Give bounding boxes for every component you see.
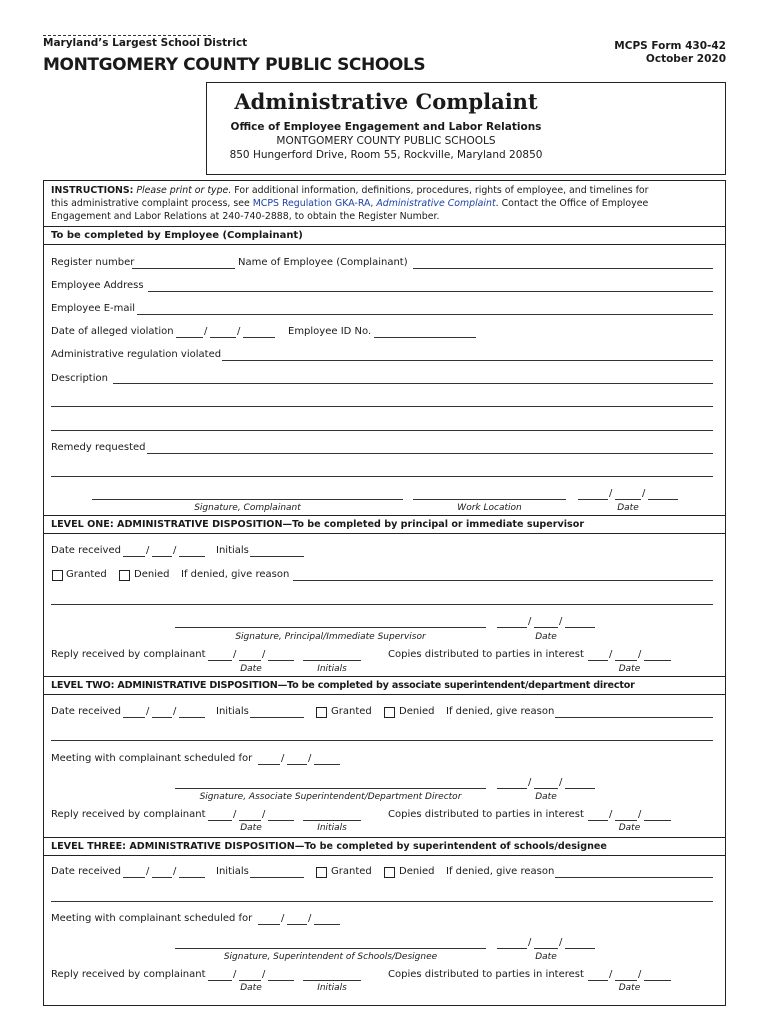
- office-org: MONTGOMERY COUNTY PUBLIC SCHOOLS: [276, 135, 496, 147]
- l2-copies-date-year[interactable]: [644, 820, 671, 821]
- l3-copies-date-year[interactable]: [644, 980, 671, 981]
- l2-meeting-date-year[interactable]: [314, 764, 340, 765]
- date-slash: /: [146, 545, 150, 556]
- l2-initials-field[interactable]: [250, 717, 304, 718]
- l3-granted-label: Granted: [331, 866, 372, 877]
- l2-denied-checkbox[interactable]: [384, 707, 395, 718]
- employee-email-field[interactable]: [137, 314, 713, 315]
- l2-reason-field[interactable]: [51, 740, 713, 741]
- work-location-field[interactable]: [413, 499, 566, 500]
- l1-reason-field[interactable]: [293, 580, 713, 581]
- l3-reply-date-month[interactable]: [208, 980, 232, 981]
- l2-date-caption: Date: [535, 792, 557, 802]
- l1-signature-date-month[interactable]: [497, 627, 527, 628]
- section-divider: [43, 694, 725, 695]
- date-slash: /: [237, 326, 241, 337]
- level-one-heading: LEVEL ONE: ADMINISTRATIVE DISPOSITION—To be completed by principal or immediate supervisor: [51, 519, 585, 530]
- date-slash: /: [609, 969, 613, 980]
- l1-reply-label: Reply received by complainant: [51, 649, 206, 660]
- l3-reply-initials-caption: Initials: [317, 983, 347, 993]
- l2-signature-date-month[interactable]: [497, 788, 527, 789]
- l3-signature-date-day[interactable]: [534, 948, 558, 949]
- complainant-signature-field[interactable]: [92, 499, 403, 500]
- l2-reason-label: If denied, give reason: [446, 706, 555, 717]
- regulation-link[interactable]: MCPS Regulation GKA-RA,: [252, 198, 374, 209]
- l3-denied-checkbox[interactable]: [384, 867, 395, 878]
- date-violation-label: Date of alleged violation: [51, 326, 174, 337]
- l2-reply-initials-caption: Initials: [317, 823, 347, 833]
- signature-caption: Signature, Complainant: [194, 503, 301, 513]
- date-slash: /: [528, 616, 532, 627]
- register-number-field[interactable]: [132, 268, 235, 269]
- l1-date-received-label: Date received: [51, 545, 121, 556]
- regulation-violated-field[interactable]: [222, 360, 713, 361]
- description-field[interactable]: [113, 383, 713, 384]
- l3-signature-date-year[interactable]: [565, 948, 595, 949]
- complainant-date-year[interactable]: [648, 499, 678, 500]
- l2-meeting-date-month[interactable]: [258, 764, 280, 765]
- date-slash: /: [233, 969, 237, 980]
- l3-meeting-date-day[interactable]: [287, 924, 307, 925]
- date-slash: /: [638, 649, 642, 660]
- l1-initials-label: Initials: [216, 545, 249, 556]
- date-slash: /: [262, 649, 266, 660]
- l1-copies-label: Copies distributed to parties in interest: [388, 649, 584, 660]
- l2-granted-label: Granted: [331, 706, 372, 717]
- section-divider: [43, 676, 725, 677]
- remedy-field[interactable]: [147, 453, 713, 454]
- l2-meeting-label: Meeting with complainant scheduled for: [51, 753, 253, 764]
- l1-copies-date-caption: Date: [618, 664, 641, 674]
- l2-granted-checkbox[interactable]: [316, 707, 327, 718]
- complainant-date-month[interactable]: [578, 499, 608, 500]
- l2-copies-date-month[interactable]: [588, 820, 608, 821]
- office-address: 850 Hungerford Drive, Room 55, Rockville, Maryland 20850: [229, 149, 543, 161]
- l1-date-received-day[interactable]: [152, 556, 172, 557]
- date-slash: /: [528, 777, 532, 788]
- violation-year-field[interactable]: [243, 337, 275, 338]
- l2-meeting-date-day[interactable]: [287, 764, 307, 765]
- l3-date-received-year[interactable]: [179, 877, 205, 878]
- l2-director-signature-field[interactable]: [175, 788, 486, 789]
- work-location-caption: Work Location: [457, 503, 522, 513]
- date-slash: /: [262, 969, 266, 980]
- date-slash: /: [308, 913, 312, 924]
- l1-reason-label: If denied, give reason: [181, 569, 290, 580]
- l1-initials-field[interactable]: [250, 556, 304, 557]
- district-tagline: Maryland’s Largest School District: [43, 37, 248, 49]
- l2-date-received-day[interactable]: [152, 717, 172, 718]
- employee-id-field[interactable]: [374, 337, 476, 338]
- l2-reason-field[interactable]: [555, 717, 713, 718]
- remedy-field[interactable]: [51, 476, 713, 477]
- date-slash: /: [609, 809, 613, 820]
- l3-initials-field[interactable]: [250, 877, 304, 878]
- l1-reason-field[interactable]: [51, 604, 713, 605]
- date-slash: /: [559, 616, 563, 627]
- l3-copies-date-month[interactable]: [588, 980, 608, 981]
- l3-copies-label: Copies distributed to parties in interest: [388, 969, 584, 980]
- l3-copies-date-caption: Date: [618, 983, 641, 993]
- l1-signature-date-day[interactable]: [534, 627, 558, 628]
- l3-granted-checkbox[interactable]: [316, 867, 327, 878]
- date-slash: /: [308, 753, 312, 764]
- date-slash: /: [638, 809, 642, 820]
- description-field[interactable]: [51, 406, 713, 407]
- l1-reply-date-caption: Date: [240, 664, 262, 674]
- l1-reply-initials-field[interactable]: [303, 660, 361, 661]
- l1-date-received-month[interactable]: [123, 556, 145, 557]
- instructions-line-3: Engagement and Labor Relations at 240-740-2888, to obtain the Register Number.: [51, 211, 440, 222]
- l2-copies-date-day[interactable]: [615, 820, 637, 821]
- l2-date-received-label: Date received: [51, 706, 121, 717]
- date-slash: /: [146, 866, 150, 877]
- l3-date-received-day[interactable]: [152, 877, 172, 878]
- l2-reply-initials-field[interactable]: [303, 820, 361, 821]
- l1-date-received-year[interactable]: [179, 556, 205, 557]
- employee-address-field[interactable]: [148, 291, 713, 292]
- section-divider: [43, 515, 725, 516]
- l1-granted-label: Granted: [66, 569, 107, 580]
- l1-reply-initials-caption: Initials: [317, 664, 347, 674]
- l1-supervisor-signature-field[interactable]: [175, 627, 486, 628]
- office-name: Office of Employee Engagement and Labor Relations: [230, 121, 542, 133]
- l1-reply-date-day[interactable]: [239, 660, 261, 661]
- form-number: MCPS Form 430-42: [614, 40, 726, 52]
- l2-date-received-month[interactable]: [123, 717, 145, 718]
- l3-date-received-label: Date received: [51, 866, 121, 877]
- date-slash: /: [281, 913, 285, 924]
- employee-section-heading: To be completed by Employee (Complainant): [51, 230, 303, 241]
- l3-signature-date-month[interactable]: [497, 948, 527, 949]
- instructions-line-1: [51, 185, 649, 197]
- date-slash: /: [559, 937, 563, 948]
- l3-reason-label: If denied, give reason: [446, 866, 555, 877]
- date-slash: /: [233, 649, 237, 660]
- l2-signature-caption: Signature, Associate Superintendent/Department Director: [199, 792, 462, 802]
- employee-name-label: Name of Employee (Complainant): [238, 257, 408, 268]
- l1-copies-date-year[interactable]: [644, 660, 671, 661]
- date-slash: /: [173, 706, 177, 717]
- date-slash: /: [233, 809, 237, 820]
- l2-reply-date-year[interactable]: [268, 820, 294, 821]
- instructions-label: INSTRUCTIONS:: [51, 185, 134, 196]
- org-logotype: MONTGOMERY COUNTY PUBLIC SCHOOLS: [43, 55, 426, 75]
- date-slash: /: [204, 326, 208, 337]
- l3-copies-date-day[interactable]: [615, 980, 637, 981]
- l2-reply-label: Reply received by complainant: [51, 809, 206, 820]
- l1-denied-label: Denied: [134, 569, 170, 580]
- employee-address-label: Employee Address: [51, 280, 144, 291]
- section-divider: [43, 837, 725, 838]
- date-slash: /: [173, 545, 177, 556]
- l1-signature-caption: Signature, Principal/Immediate Supervisor: [235, 632, 426, 642]
- instructions-text-b: this administrative complaint process, see: [51, 198, 250, 209]
- date-slash: /: [638, 969, 642, 980]
- l3-reply-initials-field[interactable]: [303, 980, 361, 981]
- l3-meeting-label: Meeting with complainant scheduled for: [51, 913, 253, 924]
- l3-meeting-date-month[interactable]: [258, 924, 280, 925]
- l2-reply-date-month[interactable]: [208, 820, 232, 821]
- l3-initials-label: Initials: [216, 866, 249, 877]
- l3-superintendent-signature-field[interactable]: [175, 948, 486, 949]
- l2-signature-date-day[interactable]: [534, 788, 558, 789]
- l2-initials-label: Initials: [216, 706, 249, 717]
- section-divider: [43, 855, 725, 856]
- header-top-rule: [43, 35, 211, 36]
- instructions-line-2: [51, 198, 648, 210]
- l2-reply-date-caption: Date: [240, 823, 262, 833]
- l1-copies-date-month[interactable]: [588, 660, 608, 661]
- l1-signature-date-year[interactable]: [565, 627, 595, 628]
- l1-reply-date-year[interactable]: [268, 660, 294, 661]
- l3-reason-field[interactable]: [555, 877, 713, 878]
- violation-month-field[interactable]: [176, 337, 203, 338]
- description-label: Description: [51, 373, 108, 384]
- section-divider: [43, 533, 725, 534]
- l3-date-caption: Date: [535, 952, 557, 962]
- violation-day-field[interactable]: [210, 337, 236, 338]
- regulation-violated-label: Administrative regulation violated: [51, 349, 222, 360]
- l2-reply-date-day[interactable]: [239, 820, 261, 821]
- l2-denied-label: Denied: [399, 706, 435, 717]
- employee-name-field[interactable]: [413, 268, 713, 269]
- l2-date-received-year[interactable]: [179, 717, 205, 718]
- date-caption: Date: [617, 503, 639, 513]
- l1-date-caption: Date: [535, 632, 557, 642]
- date-slash: /: [609, 488, 613, 499]
- date-slash: /: [262, 809, 266, 820]
- l3-reply-date-caption: Date: [240, 983, 262, 993]
- l3-reply-label: Reply received by complainant: [51, 969, 206, 980]
- date-slash: /: [146, 706, 150, 717]
- print-note: Please print or type.: [136, 185, 232, 196]
- section-divider: [43, 244, 725, 245]
- employee-email-label: Employee E-mail: [51, 303, 136, 314]
- date-slash: /: [528, 937, 532, 948]
- remedy-label: Remedy requested: [51, 442, 146, 453]
- l3-meeting-date-year[interactable]: [314, 924, 340, 925]
- l3-denied-label: Denied: [399, 866, 435, 877]
- l1-denied-checkbox[interactable]: [119, 570, 130, 581]
- l2-copies-date-caption: Date: [618, 823, 641, 833]
- level-two-heading: LEVEL TWO: ADMINISTRATIVE DISPOSITION—To be completed by associate superintendent/department director: [51, 680, 635, 691]
- complainant-date-day[interactable]: [615, 499, 641, 500]
- instructions-text-a: For additional information, definitions, procedures, rights of employee, and timelines for: [234, 185, 649, 196]
- employee-id-label: Employee ID No.: [288, 326, 372, 337]
- l3-signature-caption: Signature, Superintendent of Schools/Designee: [223, 952, 438, 962]
- register-number-label: Register number: [51, 257, 135, 268]
- l3-reply-date-year[interactable]: [268, 980, 294, 981]
- l2-copies-label: Copies distributed to parties in interest: [388, 809, 584, 820]
- description-field[interactable]: [51, 430, 713, 431]
- instructions-text-c: . Contact the Office of Employee: [495, 198, 649, 209]
- l3-date-received-month[interactable]: [123, 877, 145, 878]
- complaint-link[interactable]: Administrative Complaint: [376, 198, 496, 209]
- date-slash: /: [173, 866, 177, 877]
- form-date: October 2020: [645, 53, 726, 65]
- page-title: Administrative Complaint: [234, 89, 538, 114]
- date-slash: /: [609, 649, 613, 660]
- l1-granted-checkbox[interactable]: [52, 570, 63, 581]
- l1-reply-date-month[interactable]: [208, 660, 232, 661]
- level-three-heading: LEVEL THREE: ADMINISTRATIVE DISPOSITION—To be completed by superintendent of schools/designee: [51, 841, 607, 852]
- date-slash: /: [559, 777, 563, 788]
- l1-copies-date-day[interactable]: [615, 660, 637, 661]
- date-slash: /: [281, 753, 285, 764]
- form-frame: [43, 180, 726, 1006]
- l3-reply-date-day[interactable]: [239, 980, 261, 981]
- l3-reason-field[interactable]: [51, 901, 713, 902]
- l2-signature-date-year[interactable]: [565, 788, 595, 789]
- section-divider: [43, 226, 725, 227]
- date-slash: /: [642, 488, 646, 499]
